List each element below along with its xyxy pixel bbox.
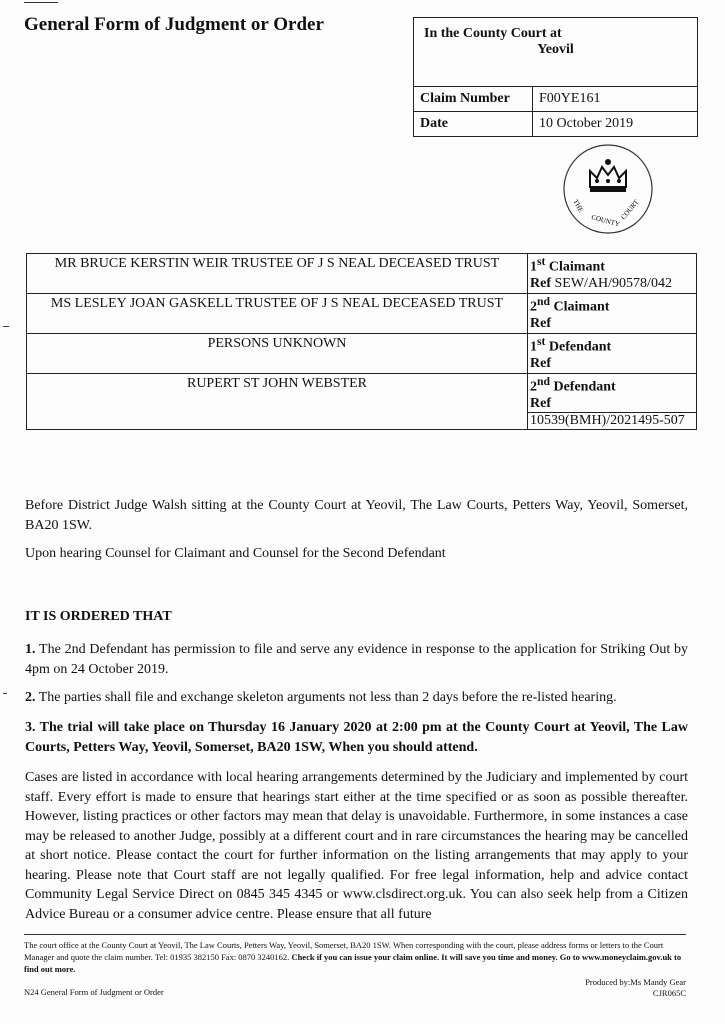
footer-office-text <box>24 939 688 975</box>
party-ordinal-suffix: nd <box>537 295 550 308</box>
party-role: Defendant <box>553 379 616 395</box>
margin-mark <box>3 326 9 327</box>
party-ordinal-suffix: nd <box>537 375 550 388</box>
party-ordinal: 1 <box>530 259 537 275</box>
order-item-2 <box>25 688 688 708</box>
claim-table <box>413 86 698 137</box>
order-number: 3. <box>25 720 36 735</box>
party-role: Defendant <box>548 339 612 355</box>
party-ordinal: 1 <box>530 339 537 355</box>
date-label: Date <box>414 112 533 137</box>
footer-rule <box>24 934 686 935</box>
county-court-seal <box>560 141 656 237</box>
party-ref-label: Ref <box>530 315 551 331</box>
court-name: Yeovil <box>537 42 574 57</box>
court-box <box>413 17 698 87</box>
party-ref-number: 10539(BMH)/2021495-507 <box>528 412 696 429</box>
seal-text-county: COUNTY <box>590 213 621 229</box>
parties-table <box>26 253 697 430</box>
seal-text-court: COURT <box>619 198 641 222</box>
party-row <box>27 374 697 430</box>
party-role: Claimant <box>548 259 605 275</box>
before-paragraph: Before District Judge Walsh sitting at the County Court at Yeovil, The Law Courts, Petters Way, Yeovil, Somerset, BA20 1SW. <box>25 498 688 533</box>
party-role: Claimant <box>553 299 610 315</box>
party-ref-label: Ref <box>530 275 551 291</box>
party-ordinal-suffix: st <box>537 335 546 348</box>
order-number: 2. <box>25 690 36 705</box>
order-number: 1. <box>25 642 36 657</box>
order-text: The parties shall file and exchange skeleton arguments not less than 2 days before the re-listed hearing. <box>38 690 617 705</box>
party-row <box>27 254 697 294</box>
margin-mark <box>3 693 7 694</box>
date-row <box>414 112 698 137</box>
title-rule <box>24 2 58 3</box>
date-value: 10 October 2019 <box>533 112 698 137</box>
party-ref-label: Ref <box>530 395 551 411</box>
listing-notice-paragraph: Cases are listed in accordance with local hearing arrangements determined by the Judiciary and implemented by court staff. Every effort is made to ensure that hearings start either at the time specified or as soon as possible thereafter. However, listing practices or other factors may mean that delay is unavoidable. Furthermore, in some instances a case may be released to another Judge, possibly at a different court and in rare circumstances the hearing may be cancelled at short notice. Please contact the court for further information on the listing arrangements that may apply to your hearing. Please note that Court staff are not legally qualified. For free legal information, help and advice contact Community Legal Service Direct on 0845 345 4345 or www.clsdirect.org.uk. You can also seek help from a Citizen Advice Bureau or a consumer advice centre. Please ensure that all future <box>25 770 688 922</box>
footer-office-details: The court office at the County Court at Yeovil, The Law Courts, Petters Way, Yeovil, Somerset, BA20 1SW. When corresponding with the court, please address forms or letters to the Court Manager and quote the claim number. Tel: 01935 382150 Fax: 0870 3240162. <box>24 940 664 962</box>
party-row <box>27 334 697 374</box>
party-role-cell <box>528 294 697 334</box>
order-text: The 2nd Defendant has permission to file and serve any evidence in response to the application for Striking Out by 4pm on 24 October 2019. <box>25 642 688 677</box>
produced-by-block <box>520 977 686 999</box>
party-ref-label: Ref <box>530 355 551 371</box>
footer-online-link-text: Check if you can issue your claim online. It will save you time and money. Go to www.moneyclaim.gov.uk to find out more. <box>24 952 682 974</box>
upon-paragraph: Upon hearing Counsel for Claimant and Counsel for the Second Defendant <box>25 546 446 561</box>
order-item-3 <box>25 718 688 757</box>
party-ref: SEW/AH/90578/042 <box>554 275 672 291</box>
party-ordinal: 2 <box>530 299 537 315</box>
claim-number-row <box>414 87 698 112</box>
order-text: The trial will take place on Thursday 16 January 2020 at 2:00 pm at the County Court at Yeovil, The Law Courts, Petters Way, Yeovil, Somerset, BA20 1SW, When you should attend. <box>25 720 688 755</box>
party-ordinal: 2 <box>530 379 537 395</box>
party-name: RUPERT ST JOHN WEBSTER <box>27 374 528 430</box>
claim-number-value: F00YE161 <box>533 87 698 112</box>
order-item-1 <box>25 640 688 679</box>
produced-by: Produced by:Ms Mandy Gear <box>585 977 686 987</box>
claim-number-label: Claim Number <box>414 87 533 112</box>
party-role-cell <box>528 374 697 430</box>
party-name: MR BRUCE KERSTIN WEIR TRUSTEE OF J S NEAL DECEASED TRUST <box>27 254 528 294</box>
party-row <box>27 294 697 334</box>
party-name: PERSONS UNKNOWN <box>27 334 528 374</box>
form-name: N24 General Form of Judgment or Order <box>24 987 164 997</box>
seal-text-the: THE <box>571 198 586 214</box>
form-title: General Form of Judgment or Order <box>24 14 324 35</box>
party-role-cell <box>528 334 697 374</box>
crown-icon <box>590 159 626 192</box>
party-name: MS LESLEY JOAN GASKELL TRUSTEE OF J S NEAL DECEASED TRUST <box>27 294 528 334</box>
party-role-cell <box>528 254 697 294</box>
court-prefix: In the County Court at <box>424 26 562 41</box>
form-ref-code: CJR065C <box>652 988 686 998</box>
party-ordinal-suffix: st <box>537 255 546 268</box>
ordered-heading: IT IS ORDERED THAT <box>25 609 172 624</box>
